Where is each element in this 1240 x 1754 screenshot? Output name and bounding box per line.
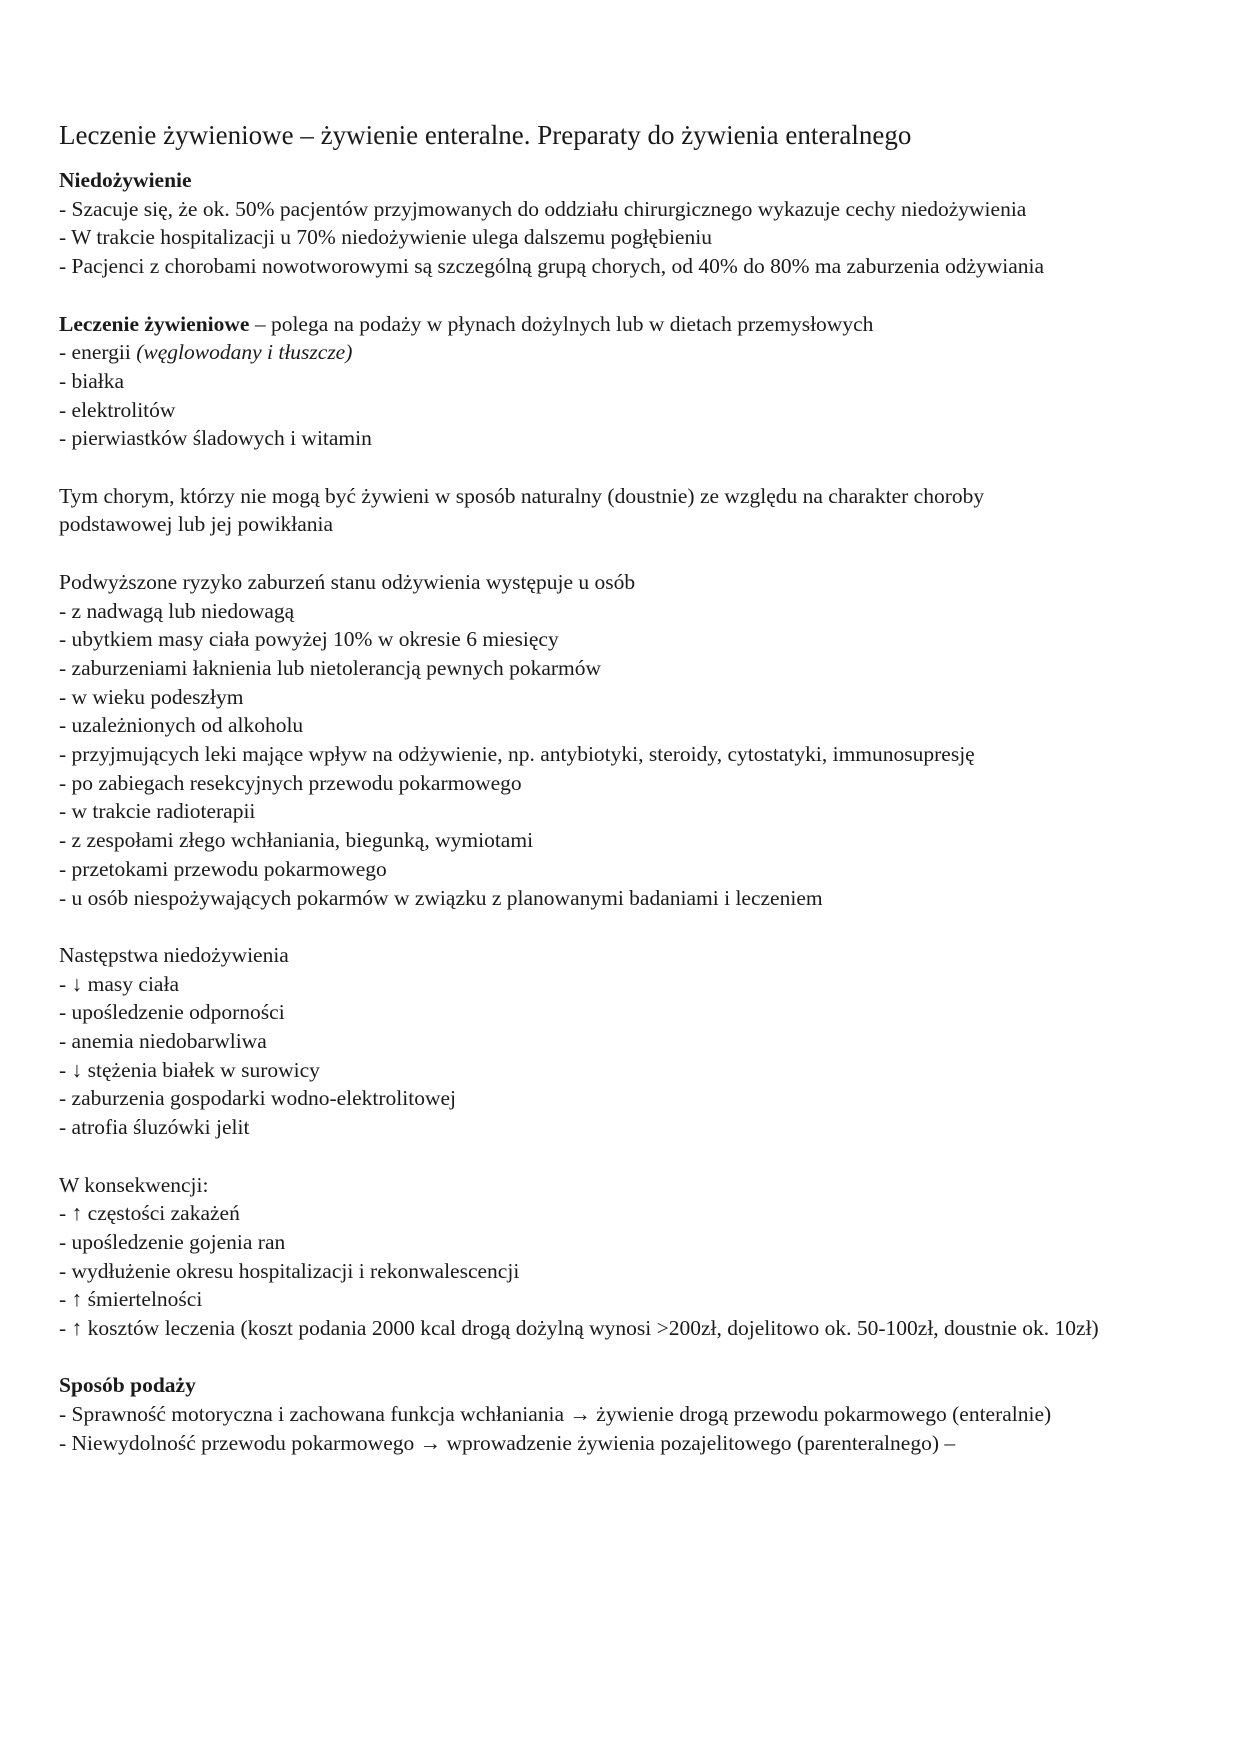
section-ryzyko — [59, 568, 1099, 912]
list-item: - ubytkiem masy ciała powyżej 10% w okresie 6 miesięcy — [59, 627, 559, 652]
energy-prefix: - energii — [59, 340, 137, 365]
list-item: - Pacjenci z chorobami nowotworowymi są szczególną grupą chorych, od 40% do 80% ma zaburzenia odżywiania — [59, 254, 1045, 279]
list-item: - uzależnionych od alkoholu — [59, 713, 304, 738]
list-item: - Sprawność motoryczna i zachowana funkcja wchłaniania → żywienie drogą przewodu pokarmowego (enteralnie) — [59, 1402, 1052, 1427]
energy-italic: (węglowodany i tłuszcze) — [136, 340, 353, 365]
section-heading: Sposób podaży — [59, 1373, 196, 1398]
list-item: - ↑ częstości zakażeń — [59, 1201, 240, 1226]
list-item: - zaburzenia gospodarki wodno-elektrolitowej — [59, 1086, 457, 1111]
list-item: - ↑ kosztów leczenia (koszt podania 2000 kcal drogą dożylną wynosi >200zł, dojelitowo ok. 50-100zł, doustnie ok. 10zł) — [59, 1316, 1099, 1341]
list-item: - upośledzenie gojenia ran — [59, 1229, 286, 1254]
section-heading: Podwyższone ryzyko zaburzeń stanu odżywienia występuje u osób — [59, 569, 636, 594]
list-item: - przyjmujących leki mające wpływ na odżywienie, np. antybiotyki, steroidy, cytostatyki, immunosupresję — [59, 742, 975, 767]
section-chorzy — [59, 482, 1099, 539]
list-item: - atrofia śluzówki jelit — [59, 1115, 250, 1140]
section-heading: W konsekwencji: — [59, 1172, 209, 1197]
list-item: - po zabiegach resekcyjnych przewodu pokarmowego — [59, 770, 522, 795]
list-item: - ↓ stężenia białek w surowicy — [59, 1057, 320, 1082]
section-niedozywienie — [59, 166, 1099, 281]
list-item: - w wieku podeszłym — [59, 684, 244, 709]
leczenie-intro: – polega na podaży w płynach dożylnych lub w dietach przemysłowych — [249, 311, 874, 336]
section-leczenie — [59, 310, 1099, 454]
document-page — [59, 118, 1099, 1486]
paragraph-text: Tym chorym, którzy nie mogą być żywieni w sposób naturalny (doustnie) ze względu na charakter choroby podstawowej lub jej powikłania — [59, 483, 985, 537]
list-item: - ↑ śmiertelności — [59, 1287, 203, 1312]
list-item: - z zespołami złego wchłaniania, biegunką, wymiotami — [59, 828, 534, 853]
list-item: - w trakcie radioterapii — [59, 799, 256, 824]
section-heading: Następstwa niedożywienia — [59, 942, 289, 967]
list-item: - z nadwagą lub niedowagą — [59, 598, 295, 623]
section-nastepstwa — [59, 941, 1099, 1142]
list-item: - elektrolitów — [59, 397, 176, 422]
list-item: - Niewydolność przewodu pokarmowego → wprowadzenie żywienia pozajelitowego (parenteralnego) – — [59, 1430, 956, 1455]
list-item: - przetokami przewodu pokarmowego — [59, 856, 387, 881]
section-sposob — [59, 1371, 1099, 1457]
list-item: - wydłużenie okresu hospitalizacji i rekonwalescencji — [59, 1258, 520, 1283]
list-item: - u osób niespożywających pokarmów w związku z planowanymi badaniami i leczeniem — [59, 885, 823, 910]
list-item: - upośledzenie odporności — [59, 1000, 285, 1025]
list-item: - białka — [59, 368, 125, 393]
list-item: - anemia niedobarwliwa — [59, 1029, 267, 1054]
list-item — [59, 338, 1099, 367]
document-title: Leczenie żywieniowe – żywienie enteralne. Preparaty do żywienia enteralnego — [59, 120, 912, 150]
list-item: - ↓ masy ciała — [59, 971, 179, 996]
list-item: - W trakcie hospitalizacji u 70% niedożywienie ulega dalszemu pogłębieniu — [59, 225, 712, 250]
list-item: - Szacuje się, że ok. 50% pacjentów przyjmowanych do oddziału chirurgicznego wykazuje cechy niedożywienia — [59, 196, 1027, 221]
section-heading: Niedożywienie — [59, 168, 192, 192]
list-item: - pierwiastków śladowych i witamin — [59, 426, 372, 451]
leczenie-definition — [59, 310, 1099, 339]
list-item: - zaburzeniami łaknienia lub nietolerancją pewnych pokarmów — [59, 655, 602, 680]
section-konsekwencje — [59, 1171, 1099, 1343]
section-heading: Leczenie żywieniowe — [59, 311, 250, 336]
